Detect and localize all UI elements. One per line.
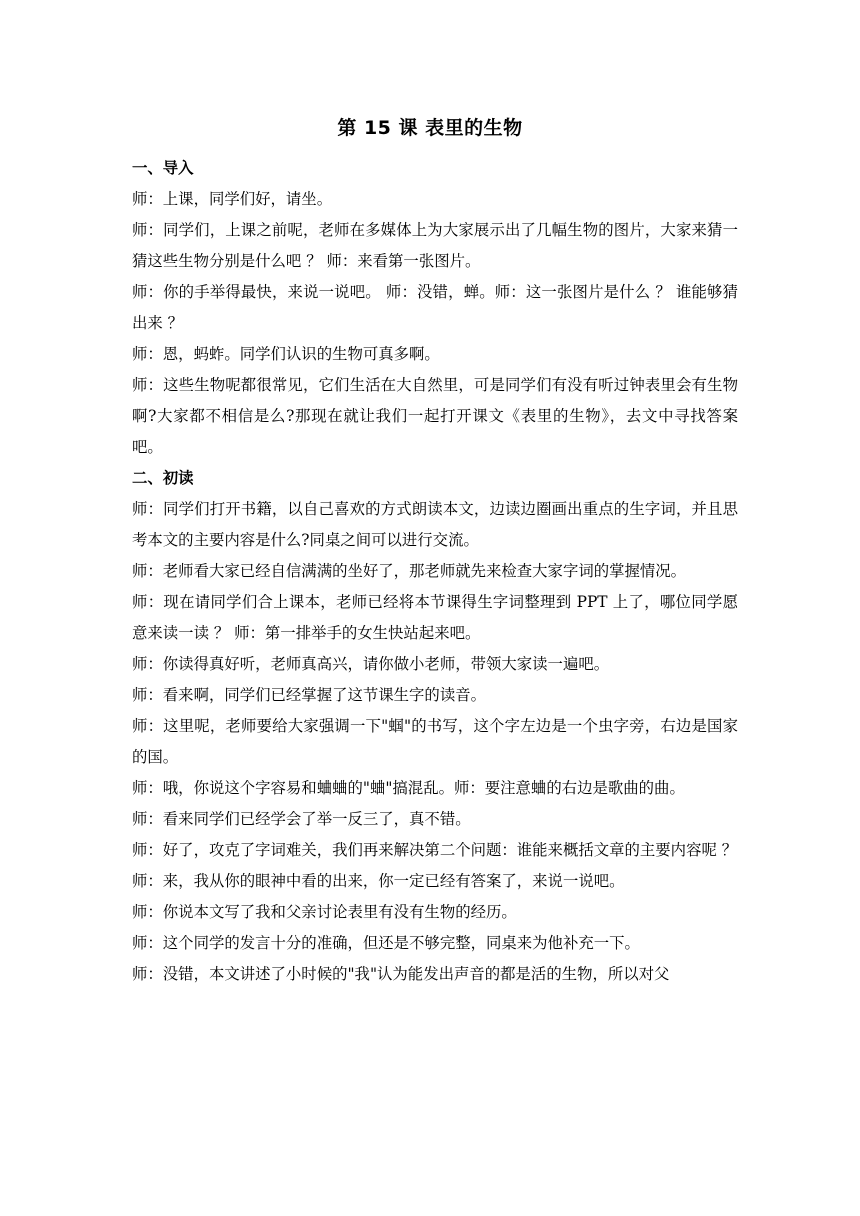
paragraph: 师：同学们打开书籍，以自己喜欢的方式朗读本文，边读边圈画出重点的生字词，并且思考本文的主要内容是什么?同桌之间可以进行交流。 xyxy=(132,500,738,549)
paragraph: 师：同学们，上课之前呢，老师在多媒体上为大家展示出了几幅生物的图片，大家来猜一猜这些生物分别是什么吧 ？ 师：来看第一张图片。 xyxy=(132,221,738,270)
section-heading-intro: 一、导入 xyxy=(132,159,194,177)
document-body xyxy=(132,153,738,990)
paragraph: 师：你的手举得最快，来说一说吧。 师：没错，蝉。师：这一张图片是什么 ？ 谁能够猜出来 ？ xyxy=(132,283,738,332)
paragraph: 师：上课，同学们好，请坐。 xyxy=(132,190,333,208)
paragraph: 师：这个同学的发言十分的准确，但还是不够完整，同桌来为他补充一下。 xyxy=(132,934,640,952)
paragraph: 师：现在请同学们合上课本，老师已经将本节课得生字词整理到 PPT 上了，哪位同学愿意来读一读 ？ 师：第一排举手的女生快站起来吧。 xyxy=(132,593,738,642)
paragraph: 师：哦，你说这个字容易和蛐蛐的"蛐"搞混乱。师：要注意蛐的右边是歌曲的曲。 xyxy=(132,779,685,797)
paragraph: 师：你读得真好听，老师真高兴，请你做小老师，带领大家读一遍吧。 xyxy=(132,655,610,673)
paragraph: 师：恩，蚂蚱。同学们认识的生物可真多啊。 xyxy=(132,345,440,363)
paragraph: 师：好了，攻克了字词难关，我们再来解决第二个问题：谁能来概括文章的主要内容呢 ？ xyxy=(132,841,738,859)
section-heading-first-reading: 二、初读 xyxy=(132,469,194,487)
lesson-title: 第 15 课 表里的生物 xyxy=(337,117,523,139)
paragraph: 师：这里呢，老师要给大家强调一下"蝈"的书写，这个字左边是一个虫字旁，右边是国家的国。 xyxy=(132,717,738,766)
paragraph: 师：没错，本文讲述了小时候的"我"认为能发出声音的都是活的生物，所以对父 xyxy=(132,965,670,983)
paragraph: 师：老师看大家已经自信满满的坐好了，那老师就先来检查大家字词的掌握情况。 xyxy=(132,562,687,580)
paragraph: 师：看来啊，同学们已经掌握了这节课生字的读音。 xyxy=(132,686,486,704)
paragraph: 师：看来同学们已经学会了举一反三了，真不错。 xyxy=(132,810,471,828)
paragraph: 师：这些生物呢都很常见，它们生活在大自然里，可是同学们有没有听过钟表里会有生物啊?大家都不相信是么?那现在就让我们一起打开课文《表里的生物》，去文中寻找答案吧。 xyxy=(132,376,738,456)
paragraph: 师：来，我从你的眼神中看的出来，你一定已经有答案了，来说一说吧。 xyxy=(132,872,625,890)
paragraph: 师：你说本文写了我和父亲讨论表里有没有生物的经历。 xyxy=(132,903,517,921)
